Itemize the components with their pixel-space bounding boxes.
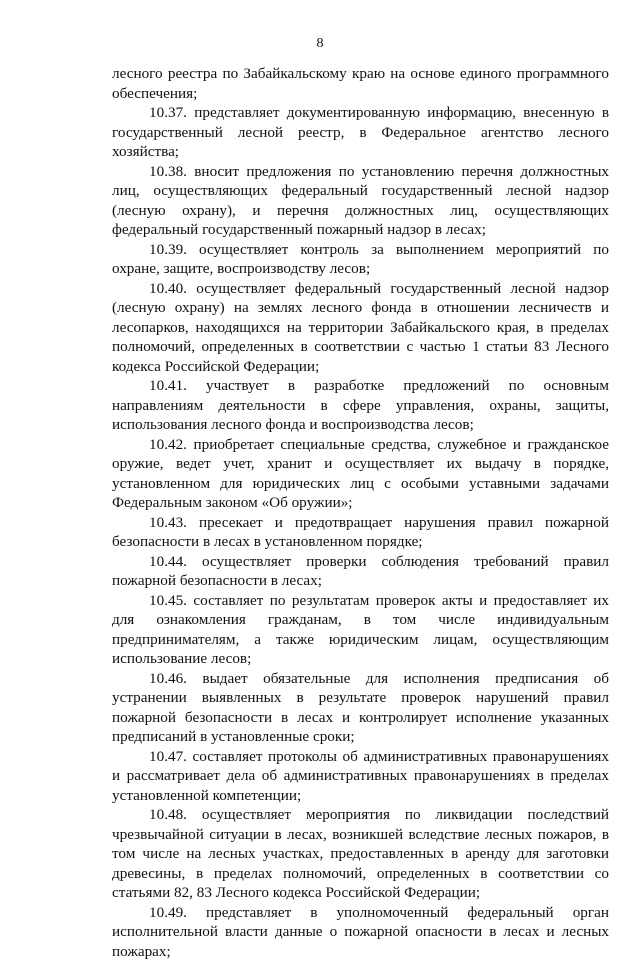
paragraph-10-45: 10.45. составляет по результатам проверок акты и предоставляет их для ознакомления гражданам, в том числе индивидуальным предпринимателям, а также юридическим лицам, осуществляющим использование лесов; bbox=[112, 591, 609, 669]
paragraph-10-37: 10.37. представляет документированную информацию, внесенную в государственный лесной реестр, в Федеральное агентство лесного хозяйства; bbox=[112, 103, 609, 162]
paragraph-continuation: лесного реестра по Забайкальскому краю на основе единого программного обеспечения; bbox=[112, 64, 609, 103]
paragraph-10-43: 10.43. пресекает и предотвращает нарушения правил пожарной безопасности в лесах в установленном порядке; bbox=[112, 513, 609, 552]
paragraph-10-47: 10.47. составляет протоколы об административных правонарушениях и рассматривает дела об административных правонарушениях в пределах установленной компетенции; bbox=[112, 747, 609, 806]
paragraph-10-38: 10.38. вносит предложения по установлению перечня должностных лиц, осуществляющих федеральный государственный лесной надзор (лесную охрану), и перечня должностных лиц, осуществляющих федеральный государственный пожарный надзор в лесах; bbox=[112, 162, 609, 240]
paragraph-10-42: 10.42. приобретает специальные средства, служебное и гражданское оружие, ведет учет, хранит и осуществляет их выдачу в порядке, установленном для юридических лиц с особыми уставными задачами Федеральным законом «Об оружии»; bbox=[112, 435, 609, 513]
paragraph-10-49: 10.49. представляет в уполномоченный федеральный орган исполнительной власти данные о пожарной опасности в лесах и лесных пожарах; bbox=[112, 903, 609, 961]
page-number: 8 bbox=[0, 36, 640, 52]
paragraph-10-39: 10.39. осуществляет контроль за выполнением мероприятий по охране, защите, воспроизводству лесов; bbox=[112, 240, 609, 279]
paragraph-10-46: 10.46. выдает обязательные для исполнения предписания об устранении выявленных в результате проверок нарушений правил пожарной безопасности в лесах и контролирует исполнение указанных предписаний в установленные сроки; bbox=[112, 669, 609, 747]
paragraph-10-40: 10.40. осуществляет федеральный государственный лесной надзор (лесную охрану) на землях лесного фонда в отношении лесничеств и лесопарков, находящихся на территории Забайкальского края, в пределах полномочий, определенных в соответствии с частью 1 статьи 83 Лесного кодекса Российской Федерации; bbox=[112, 279, 609, 377]
paragraph-10-41: 10.41. участвует в разработке предложений по основным направлениям деятельности в сфере управления, охраны, защиты, использования лесного фонда и воспроизводства лесов; bbox=[112, 376, 609, 435]
paragraph-10-44: 10.44. осуществляет проверки соблюдения требований правил пожарной безопасности в лесах; bbox=[112, 552, 609, 591]
document-body bbox=[112, 64, 609, 961]
paragraph-10-48: 10.48. осуществляет мероприятия по ликвидации последствий чрезвычайной ситуации в лесах, возникшей вследствие лесных пожаров, в том числе на лесных участках, предоставленных в аренду для заготовки древесины, в пределах полномочий, определенных в соответствии со статьями 82, 83 Лесного кодекса Российской Федерации; bbox=[112, 805, 609, 903]
